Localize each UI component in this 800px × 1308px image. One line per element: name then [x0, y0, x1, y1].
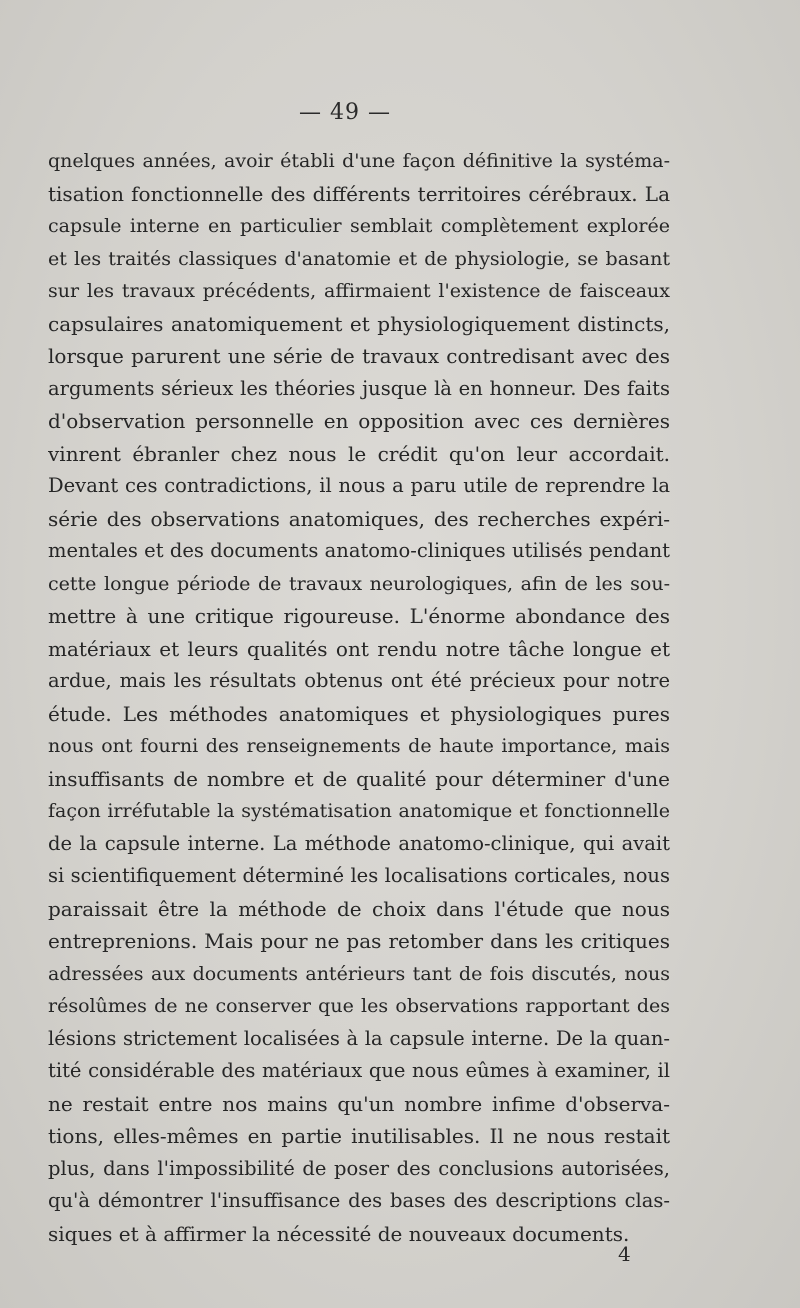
text-line: cette longue période de travaux neurologiques, afin de les sou-	[48, 572, 670, 595]
text-line: capsule interne en particulier semblait complètement explorée	[48, 215, 670, 237]
text-line: plus, dans l'impossibilité de poser des conclusions autorisées,	[48, 1156, 670, 1180]
text-line: siques et à affirmer la nécessité de nouveaux documents.	[48, 1221, 630, 1246]
text-line: d'observation personnelle en opposition avec ces dernières	[48, 409, 670, 433]
text-line: qnelques années, avoir établi d'une façon définitive la systéma-	[48, 150, 670, 172]
text-line: façon irréfutable la systématisation anatomique et fonctionnelle	[48, 800, 670, 822]
page-number: — 49 —	[299, 100, 391, 125]
signature-mark: 4	[618, 1242, 631, 1266]
text-line: ardue, mais les résultats obtenus ont été précieux pour notre	[48, 669, 670, 692]
text-line: sur les travaux précédents, affirmaient l'existence de faisceaux	[48, 280, 670, 302]
text-line: arguments sérieux les théories jusque là en honneur. Des faits	[48, 376, 670, 400]
text-line: insuffisants de nombre et de qualité pour déterminer d'une	[48, 766, 670, 791]
text-line: de la capsule interne. La méthode anatomo-clinique, qui avait	[48, 831, 670, 855]
text-line: adressées aux documents antérieurs tant de fois discutés, nous	[48, 962, 670, 985]
text-line: résolûmes de ne conserver que les observations rapportant des	[48, 995, 670, 1017]
text-line: si scientifiquement déterminé les localisations corticales, nous	[48, 864, 670, 887]
text-line: qu'à démontrer l'insuffisance des bases des descriptions clas-	[48, 1189, 670, 1212]
text-line: tisation fonctionnelle des différents territoires cérébraux. La	[48, 181, 670, 206]
text-line: et les traités classiques d'anatomie et de physiologie, se basant	[48, 247, 670, 270]
text-line: vinrent ébranler chez nous le crédit qu'on leur accordait.	[48, 441, 670, 466]
text-line: ne restait entre nos mains qu'un nombre infime d'observa-	[48, 1091, 670, 1116]
text-line: tions, elles-mêmes en partie inutilisables. Il ne nous restait	[48, 1124, 670, 1148]
text-line: nous ont fourni des renseignements de haute importance, mais	[48, 735, 670, 757]
text-line: Devant ces contradictions, il nous a paru utile de reprendre la	[48, 474, 670, 497]
text-line: mettre à une critique rigoureuse. L'énorme abondance des	[48, 604, 670, 628]
text-line: mentales et des documents anatomo-cliniques utilisés pendant	[48, 539, 670, 562]
text-line: série des observations anatomiques, des recherches expéri-	[48, 506, 670, 531]
text-line: matériaux et leurs qualités ont rendu notre tâche longue et	[48, 636, 670, 661]
body-text	[48, 145, 670, 1250]
text-line: tité considérable des matériaux que nous eûmes à examiner, il	[48, 1059, 670, 1082]
text-line: étude. Les méthodes anatomiques et physiologiques pures	[48, 701, 670, 726]
text-line: lésions strictement localisées à la capsule interne. De la quan-	[48, 1026, 670, 1050]
text-line: paraissait être la méthode de choix dans l'étude que nous	[48, 896, 670, 921]
text-line: capsulaires anatomiquement et physiologiquement distincts,	[48, 311, 670, 336]
text-line: entreprenions. Mais pour ne pas retomber dans les critiques	[48, 929, 670, 953]
text-line: lorsque parurent une série de travaux contredisant avec des	[48, 344, 670, 368]
